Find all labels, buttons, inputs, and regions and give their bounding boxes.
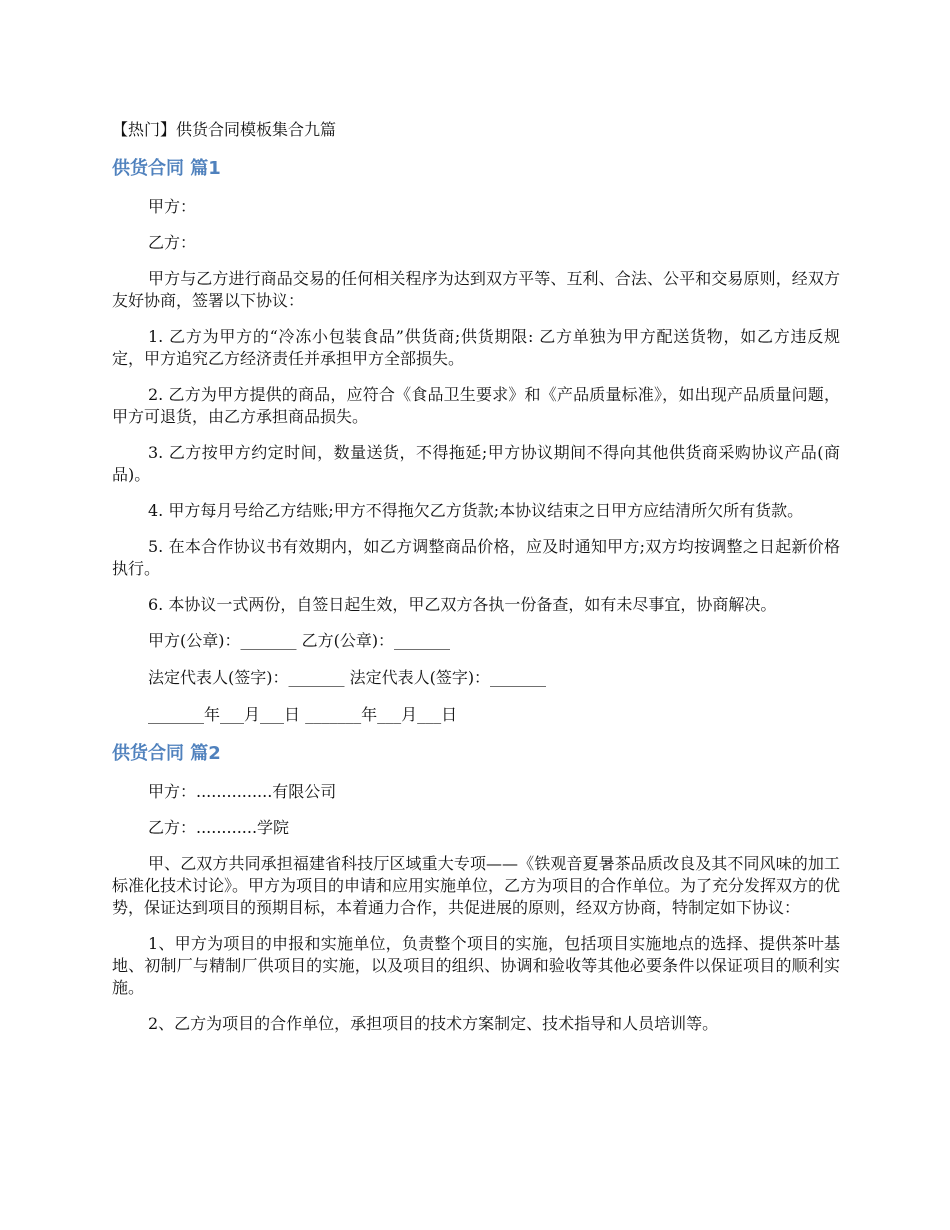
seal-line: 甲方(公章)：_______ 乙方(公章)：_______ xyxy=(148,631,451,650)
date-line: _______年___月___日 _______年___月___日 xyxy=(148,705,458,724)
party-b-line: 乙方： xyxy=(148,233,197,252)
document-title: 【热门】供货合同模板集合九篇 xyxy=(112,120,337,139)
party-a-line: 甲方： xyxy=(148,197,197,216)
clause-2-2: 2、乙方为项目的合作单位，承担项目的技术方案制定、技术指导和人员培训等。 xyxy=(148,1014,719,1033)
clause-2-1: 1、甲方为项目的申报和实施单位，负责整个项目的实施，包括项目实施地点的选择、提供茶叶基地、初制厂与精制厂供项目的实施，以及项目的组织、协调和验收等其他必要条件以保证项目的顺利实施。 xyxy=(112,934,840,997)
clause-6: 6. 本协议一式两份，自签日起生效，甲乙双方各执一份备查，如有未尽事宜，协商解决。 xyxy=(148,595,777,614)
signature-line: 法定代表人(签字)：_______ 法定代表人(签字)：_______ xyxy=(148,668,547,687)
preamble-paragraph: 甲方与乙方进行商品交易的任何相关程序为达到双方平等、互利、合法、公平和交易原则，经双方友好协商，签署以下协议： xyxy=(112,269,840,310)
section-heading-2: 供货合同 篇2 xyxy=(112,743,221,764)
clause-3: 3. 乙方按甲方约定时间，数量送货，不得拖延;甲方协议期间不得向其他供货商采购协议产品(商品)。 xyxy=(112,443,840,484)
preamble-paragraph-2: 甲、乙双方共同承担福建省科技厅区域重大专项——《铁观音夏暑茶品质改良及其不同风味的加工标准化技术讨论》。甲方为项目的申请和应用实施单位，乙方为项目的合作单位。为了充分发挥双方的优势，保证达到项目的预期目标，本着通力合作，共促进展的原则，经双方协商，特制定如下协议： xyxy=(112,854,841,917)
party-b-line-2: 乙方：............学院 xyxy=(148,818,290,837)
clause-1: 1. 乙方为甲方的“冷冻小包装食品”供货商;供货期限: 乙方单独为甲方配送货物，如乙方违反规定，甲方追究乙方经济责任并承担甲方全部损失。 xyxy=(112,327,840,368)
document-page xyxy=(112,118,840,1049)
clause-5: 5. 在本合作协议书有效期内，如乙方调整商品价格，应及时通知甲方;双方均按调整之日起新价格执行。 xyxy=(112,537,840,578)
clause-2: 2. 乙方为甲方提供的商品，应符合《食品卫生要求》和《产品质量标准》，如出现产品质量问题，甲方可退货，由乙方承担商品损失。 xyxy=(112,385,840,426)
section-heading-1: 供货合同 篇1 xyxy=(112,158,221,179)
clause-4: 4. 甲方每月号给乙方结账;甲方不得拖欠乙方货款;本协议结束之日甲方应结清所欠所有货款。 xyxy=(148,501,804,520)
party-a-line-2: 甲方：...............有限公司 xyxy=(148,782,337,801)
